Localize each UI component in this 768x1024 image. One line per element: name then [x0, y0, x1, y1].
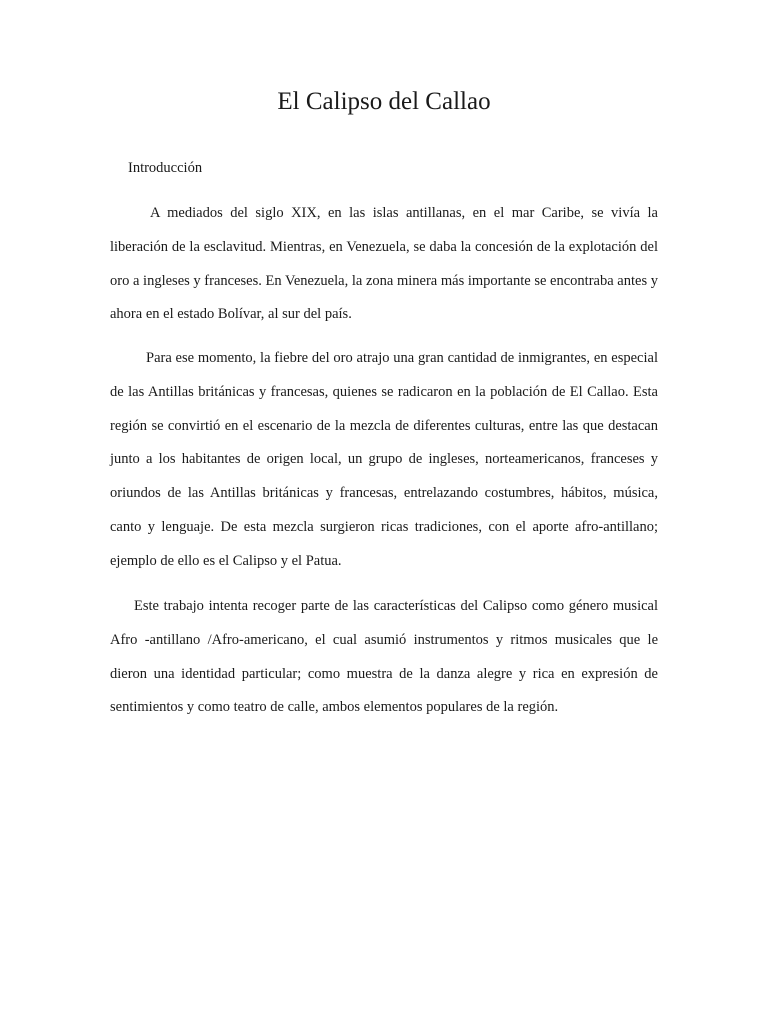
paragraph-3: Este trabajo intenta recoger parte de las características del Calipso como género musical Afro -antillano /Afro-americano, el cual asumió instrumentos y ritmos musicales que le dieron una identidad particular; como muestra de la danza alegre y rica en expresión de sentimientos y como teatro de calle, ambos elementos populares de la región.	[110, 598, 658, 716]
paragraph-2: Para ese momento, la fiebre del oro atrajo una gran cantidad de inmigrantes, en especial de las Antillas británicas y francesas, quienes se radicaron en la población de El Callao. Esta región se convirtió en el escenario de la mezcla de diferentes culturas, entre las que destacan junto a los habitantes de origen local, un grupo de ingleses, norteamericanos, franceses y oriundos de las Antillas británicas y francesas, entrelazando costumbres, hábitos, música, canto y lenguaje. De esta mezcla surgieron ricas tradiciones, con el aporte afro-antillano; ejemplo de ello es el Calipso y el Patua.	[110, 350, 658, 569]
document-title: El Calipso del Callao	[277, 88, 491, 115]
paragraph-1: A mediados del siglo XIX, en las islas antillanas, en el mar Caribe, se vivía la liberación de la esclavitud. Mientras, en Venezuela, se daba la concesión de la explotación del oro a ingleses y franceses. En Venezuela, la zona minera más importante se encontraba antes y ahora en el estado Bolívar, al sur del país.	[110, 205, 658, 323]
section-heading-introduccion: Introducción	[128, 160, 203, 176]
